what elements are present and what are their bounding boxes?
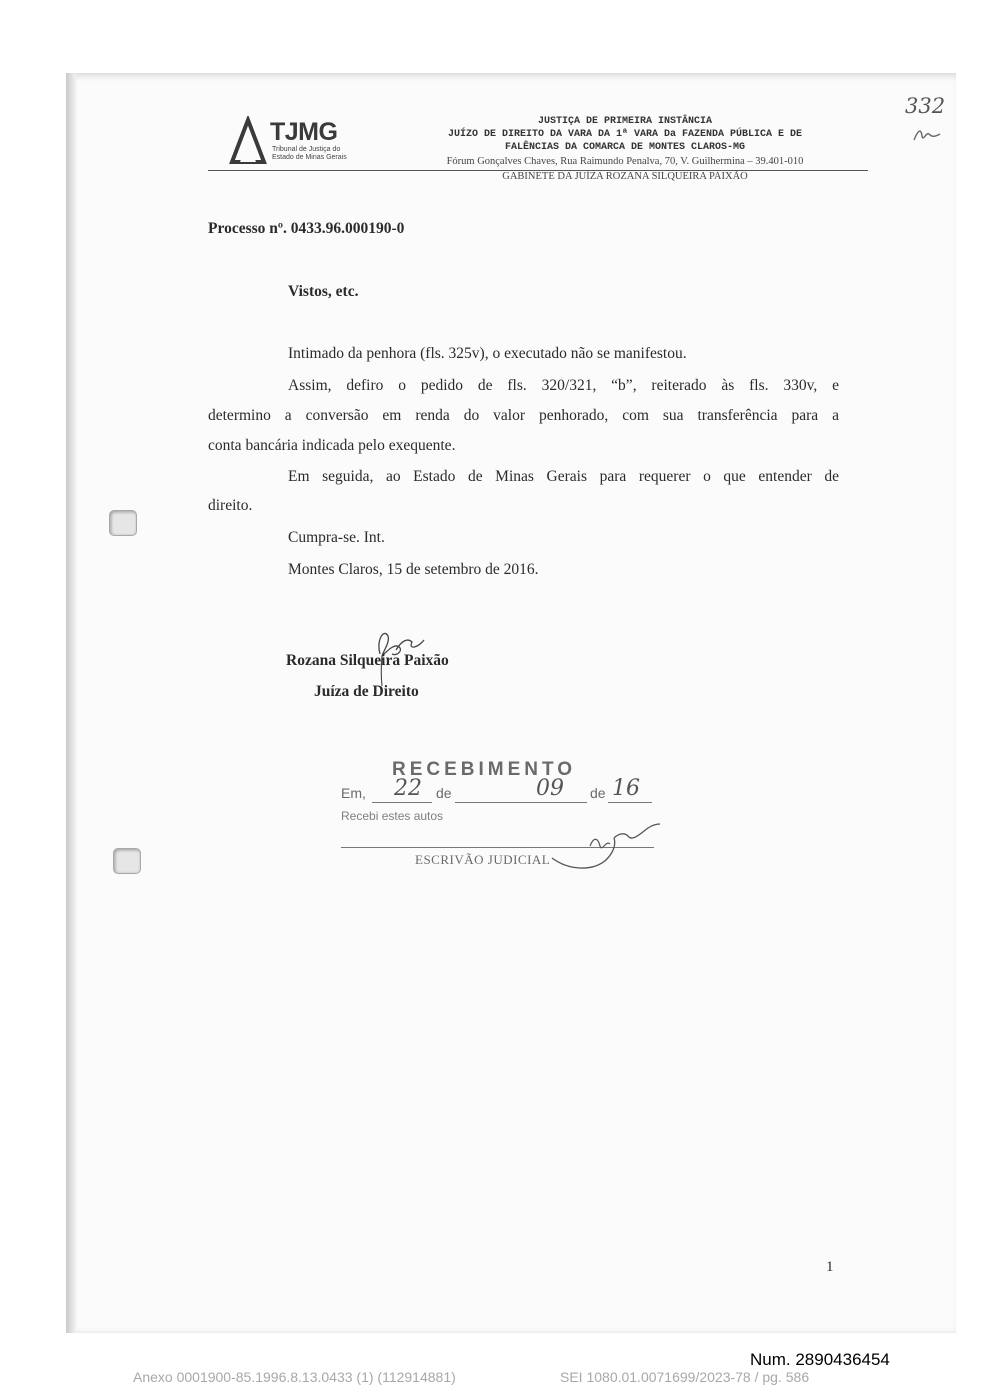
handwritten-page-number: 332 <box>905 94 946 118</box>
footer-sei: SEI 1080.01.0071699/2023-78 / pg. 586 <box>560 1369 810 1385</box>
stamp-day: 22 <box>394 776 422 801</box>
footer-anexo: Anexo 0001900-85.1996.8.13.0433 (1) (112914881) <box>133 1369 456 1385</box>
page-edge-shadow <box>66 73 76 1333</box>
process-number: Processo nº. 0433.96.000190-0 <box>208 220 405 237</box>
punch-hole-bottom <box>113 848 141 874</box>
stamp-year-line <box>608 802 652 803</box>
paragraph-2-line-2: determino a conversão em renda do valor penhorado, com sua transferência para a <box>208 407 839 424</box>
judge-name: Rozana Silqueira Paixão <box>286 652 449 669</box>
stamp-day-line <box>372 802 432 803</box>
logo-wordmark: TJMG <box>270 118 338 146</box>
stamp-de-label-2: de <box>590 785 606 801</box>
stamp-received-text: Recebi estes autos <box>341 809 444 823</box>
punch-hole-top <box>109 510 137 536</box>
paragraph-2-line-1: Assim, defiro o pedido de fls. 320/321, “b”, reiterado às fls. 330v, e <box>288 377 839 394</box>
stamp-title: RECEBIMENTO <box>392 759 577 780</box>
paragraph-3-line-2: direito. <box>208 497 253 514</box>
logo-subtitle: Tribunal de Justiça do Estado de Minas Gerais <box>272 146 347 161</box>
judge-title: Juíza de Direito <box>314 683 419 700</box>
stamp-month-line <box>455 802 587 803</box>
stamp-year: 16 <box>612 776 640 801</box>
header-court-name-1: JUÍZO DE DIREITO DA VARA DA 1ª VARA Da FAZENDA PÚBLICA E DE <box>447 129 803 140</box>
header-court-name-2: FALÊNCIAS DA COMARCA DE MONTES CLAROS-MG <box>504 142 746 153</box>
paragraph-2-line-3: conta bancária indicada pelo exequente. <box>208 437 456 454</box>
stamp-month: 09 <box>536 776 564 801</box>
date-line: Montes Claros, 15 de setembro de 2016. <box>288 561 539 578</box>
scanned-page <box>66 73 956 1333</box>
stamp-de-label-1: de <box>436 785 452 801</box>
clerk-signature-icon <box>548 818 663 876</box>
paragraph-4: Cumpra-se. Int. <box>288 529 385 546</box>
header-gabinete: GABINETE DA JUÍZA ROZANA SILQUEIRA PAIXÃO <box>502 171 748 182</box>
footer-document-number: Num. 2890436454 <box>750 1350 890 1369</box>
paragraph-1: Intimado da penhora (fls. 325v), o executado não se manifestou. <box>288 345 687 362</box>
header-forum-address: Fórum Gonçalves Chaves, Rua Raimundo Penalva, 70, V. Guilhermina – 39.401-010 <box>446 156 804 167</box>
page-number: 1 <box>826 1259 834 1275</box>
vistos-heading: Vistos, etc. <box>288 283 359 300</box>
stamp-em-label: Em, <box>341 785 366 801</box>
paragraph-3-line-1: Em seguida, ao Estado de Minas Gerais para requerer o que entender de <box>288 468 839 485</box>
handwritten-rubric-icon <box>912 126 942 144</box>
stamp-escrivao: ESCRIVÃO JUDICIAL <box>415 852 551 867</box>
header-court-level: JUSTIÇA DE PRIMEIRA INSTÂNCIA <box>537 116 713 127</box>
